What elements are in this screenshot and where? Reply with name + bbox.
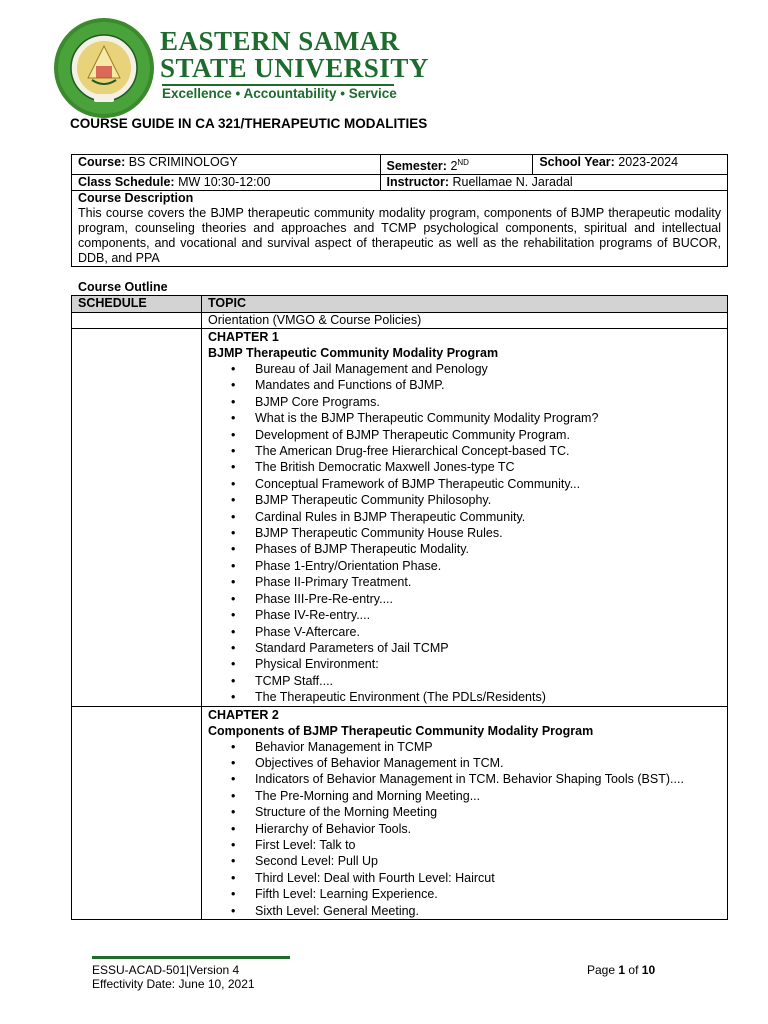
chapter1-title: BJMP Therapeutic Community Modality Program bbox=[208, 346, 499, 360]
topic-column-header: TOPIC bbox=[202, 296, 728, 313]
list-item: • TCMP Staff.... bbox=[255, 673, 721, 689]
course-outline-table bbox=[71, 295, 728, 920]
list-item: • Phases of BJMP Therapeutic Modality. bbox=[255, 541, 721, 557]
school-year-cell bbox=[533, 155, 728, 175]
semester-value: 2 bbox=[450, 159, 458, 174]
page-of: of bbox=[628, 963, 639, 977]
description-label: Course Description bbox=[78, 191, 194, 206]
list-item: • Fifth Level: Learning Experience. bbox=[255, 886, 721, 902]
university-seal-logo bbox=[52, 16, 156, 120]
university-name-line2: STATE UNIVERSITY bbox=[160, 53, 429, 83]
effectivity-date: Effectivity Date: June 10, 2021 bbox=[92, 977, 255, 991]
list-item: • Indicators of Behavior Management in TCM. Behavior Shaping Tools (BST).... bbox=[255, 771, 721, 787]
schedule-cell bbox=[72, 175, 381, 191]
list-item: • Third Level: Deal with Fourth Level: Haircut bbox=[255, 870, 721, 886]
description-row bbox=[72, 191, 728, 267]
list-item: • BJMP Therapeutic Community Philosophy. bbox=[255, 492, 721, 508]
schedule-cell-empty bbox=[72, 313, 202, 329]
list-item: • The American Drug-free Hierarchical Concept-based TC. bbox=[255, 443, 721, 459]
course-guide-title: COURSE GUIDE IN CA 321/THERAPEUTIC MODALITIES bbox=[70, 116, 428, 131]
table-row bbox=[72, 329, 728, 707]
list-item: • Development of BJMP Therapeutic Community Program. bbox=[255, 427, 721, 443]
table-row bbox=[72, 313, 728, 329]
list-item: • Hierarchy of Behavior Tools. bbox=[255, 821, 721, 837]
list-item: • First Level: Talk to bbox=[255, 837, 721, 853]
footer-divider bbox=[92, 956, 290, 959]
list-item: • Behavior Management in TCMP bbox=[255, 739, 721, 755]
list-item: • Sixth Level: General Meeting. bbox=[255, 903, 721, 919]
university-name-line1: EASTERN SAMAR bbox=[160, 26, 400, 56]
school-year-value: 2023-2024 bbox=[618, 155, 679, 169]
list-item: • BJMP Core Programs. bbox=[255, 394, 721, 410]
course-cell bbox=[72, 155, 381, 175]
semester-ordinal: ND bbox=[457, 158, 469, 167]
semester-label: Semester: bbox=[386, 159, 447, 174]
course-outline-title: Course Outline bbox=[78, 280, 168, 294]
schedule-label: Class Schedule: bbox=[78, 175, 175, 190]
chapter1-topic-list bbox=[208, 361, 721, 706]
university-header bbox=[52, 14, 429, 114]
list-item: • The Pre-Morning and Morning Meeting... bbox=[255, 788, 721, 804]
list-item: • Mandates and Functions of BJMP. bbox=[255, 377, 721, 393]
table-row bbox=[72, 706, 728, 919]
page-prefix: Page bbox=[587, 963, 616, 977]
list-item: • The Therapeutic Environment (The PDLs/Residents) bbox=[255, 689, 721, 705]
course-label: Course: bbox=[78, 155, 126, 169]
list-item: • Second Level: Pull Up bbox=[255, 853, 721, 869]
list-item: • Phase V-Aftercare. bbox=[255, 624, 721, 640]
chapter1-cell bbox=[202, 329, 728, 707]
list-item: • Bureau of Jail Management and Penology bbox=[255, 361, 721, 377]
chapter2-title: Components of BJMP Therapeutic Community Modality Program bbox=[208, 723, 594, 738]
document-code: ESSU-ACAD-501|Version 4 bbox=[92, 963, 240, 977]
orientation-topic: Orientation (VMGO & Course Policies) bbox=[202, 313, 728, 329]
outline-header-row bbox=[72, 296, 728, 313]
chapter2-topic-list bbox=[208, 739, 721, 919]
instructor-value: Ruellamae N. Jaradal bbox=[452, 175, 573, 190]
chapter1-label: CHAPTER 1 bbox=[208, 330, 279, 344]
instructor-label: Instructor: bbox=[386, 175, 449, 190]
list-item: • Conceptual Framework of BJMP Therapeutic Community... bbox=[255, 476, 721, 492]
course-info-row bbox=[72, 155, 728, 175]
semester-cell bbox=[380, 155, 533, 175]
instructor-cell bbox=[380, 175, 728, 191]
description-cell bbox=[72, 191, 728, 267]
chapter2-label: CHAPTER 2 bbox=[208, 707, 279, 722]
schedule-column-header: SCHEDULE bbox=[72, 296, 202, 313]
schedule-cell-empty bbox=[72, 706, 202, 919]
list-item: • Standard Parameters of Jail TCMP bbox=[255, 640, 721, 656]
list-item: • Phase 1-Entry/Orientation Phase. bbox=[255, 558, 721, 574]
list-item: • What is the BJMP Therapeutic Community Modality Program? bbox=[255, 410, 721, 426]
list-item: • Physical Environment: bbox=[255, 656, 721, 672]
course-value: BS CRIMINOLOGY bbox=[128, 155, 238, 169]
list-item: • Cardinal Rules in BJMP Therapeutic Community. bbox=[255, 509, 721, 525]
list-item: • Phase IV-Re-entry.... bbox=[255, 607, 721, 623]
list-item: • Phase III-Pre-Re-entry.... bbox=[255, 591, 721, 607]
school-year-label: School Year: bbox=[539, 155, 615, 169]
footer-doc-info bbox=[92, 963, 255, 991]
description-text: This course covers the BJMP therapeutic community modality program, components of BJMP therapeutic modality program, counseling theories and approaches and TCMP psychological components, spiritual and intellectual components, and vocational and survival aspect of therapeutic as well as the rehabilitation programs of BUCOR, DDB, and PPA bbox=[78, 206, 721, 266]
list-item: • Structure of the Morning Meeting bbox=[255, 804, 721, 820]
list-item: • Objectives of Behavior Management in TCM. bbox=[255, 755, 721, 771]
page-total: 10 bbox=[641, 963, 656, 977]
course-info-table bbox=[71, 154, 728, 267]
list-item: • The British Democratic Maxwell Jones-type TC bbox=[255, 459, 721, 475]
schedule-row bbox=[72, 175, 728, 191]
list-item: • Phase II-Primary Treatment. bbox=[255, 574, 721, 590]
schedule-value: MW 10:30-12:00 bbox=[178, 175, 271, 190]
university-motto: Excellence • Accountability • Service bbox=[162, 86, 397, 101]
page-current: 1 bbox=[618, 963, 626, 977]
schedule-cell-empty bbox=[72, 329, 202, 707]
list-item: • BJMP Therapeutic Community House Rules. bbox=[255, 525, 721, 541]
page-number bbox=[587, 963, 655, 977]
chapter2-cell bbox=[202, 706, 728, 919]
